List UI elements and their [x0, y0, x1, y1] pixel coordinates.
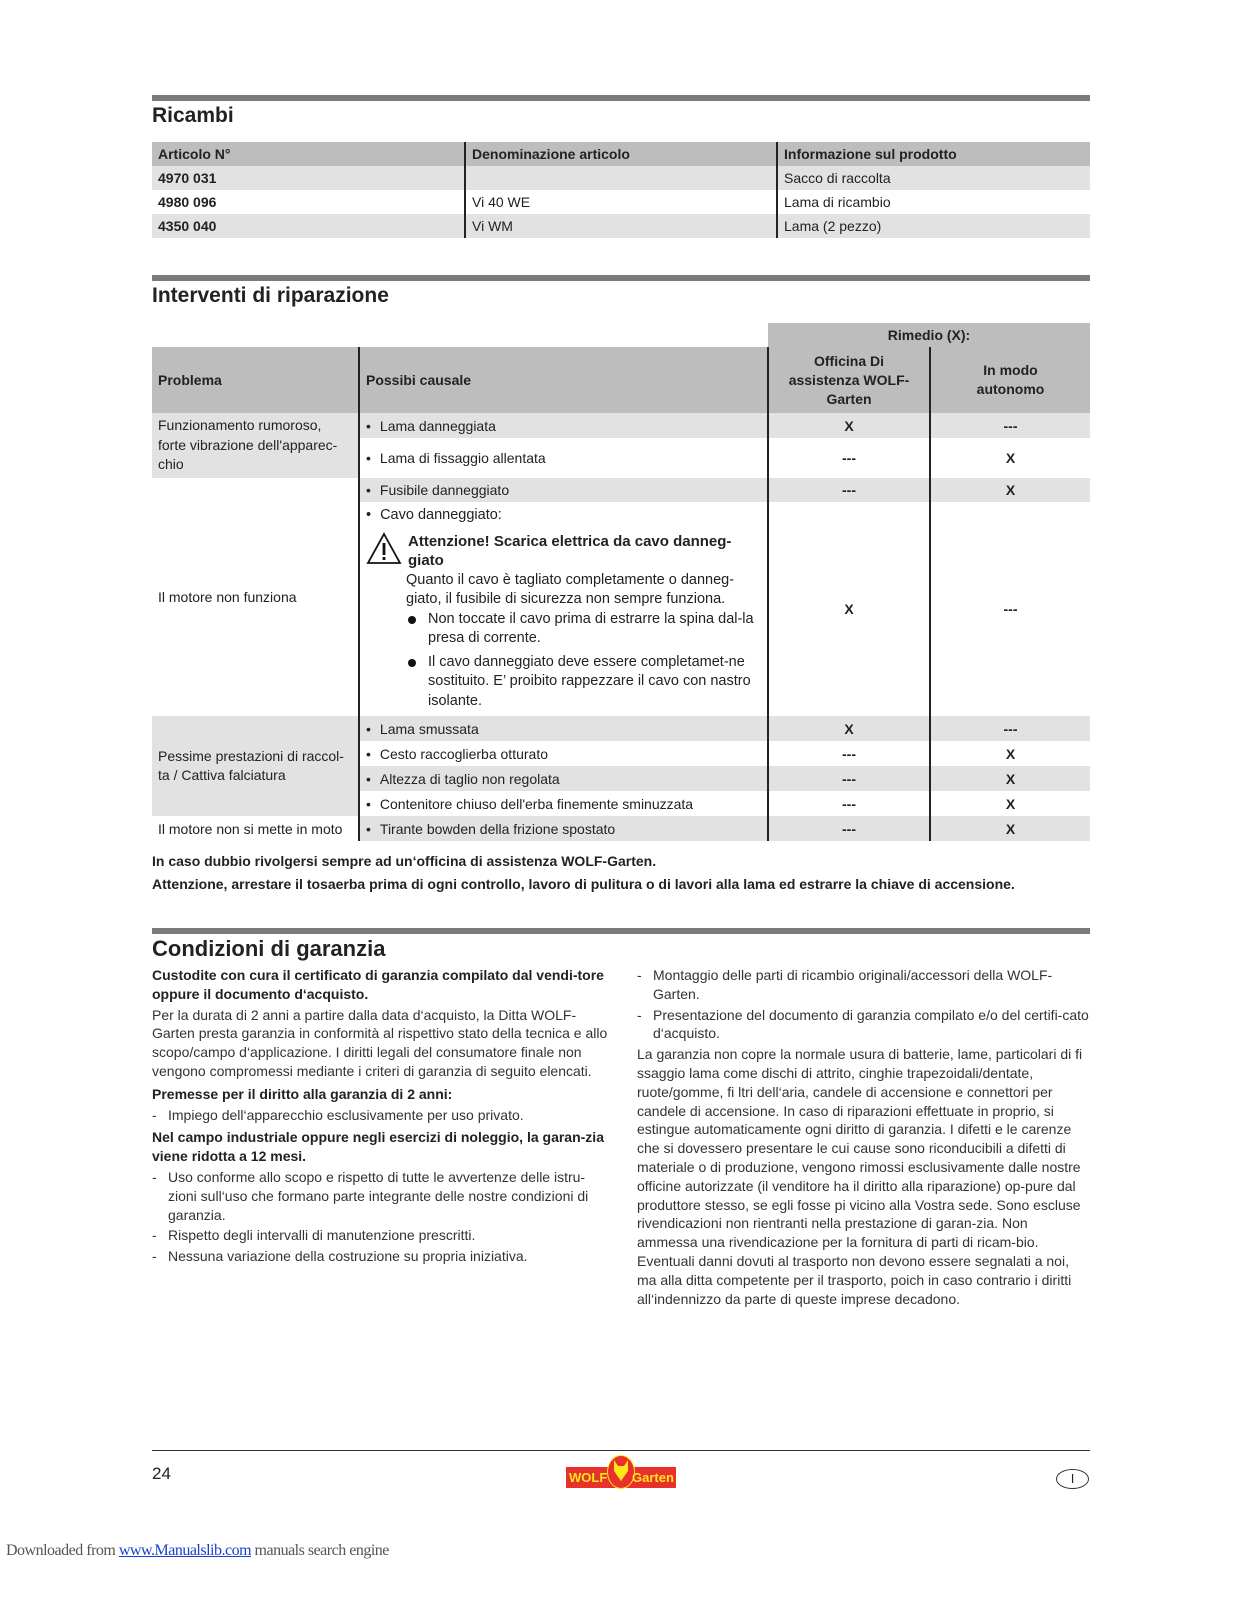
warning-point: Il cavo danneggiato deve essere completamet-ne sostituito. E’ proibito rappezzare il cavo con nastro isolante. [406, 653, 761, 712]
cause-cell: • Contenitore chiuso dell'erba finemente sminuzzata [359, 791, 768, 816]
header-autonomo: In modo autonomo [930, 347, 1090, 413]
note: In caso dubbio rivolgersi sempre ad un‘officina di assistenza WOLF-Garten. [152, 853, 657, 869]
manualslib-link[interactable]: www.Manualslib.com [118, 1542, 252, 1559]
product-info: Lama di ricambio [777, 190, 1090, 214]
autonomo-cell: --- [930, 716, 1090, 741]
article-name: Vi 40 WE [465, 190, 777, 214]
cause-cell: • Lama di fissaggio allentata [359, 438, 768, 478]
cause-cell-cable [359, 502, 768, 716]
list-item: - Nessuna variazione della costruzione su propria iniziativa. [152, 1247, 608, 1266]
download-suffix: manuals search engine [251, 1542, 389, 1559]
officina-cell: --- [768, 766, 930, 791]
rimedio-header: Rimedio (X): [768, 323, 1090, 347]
garanzia-title: Condizioni di garanzia [152, 936, 386, 961]
page-number: 24 [152, 1464, 171, 1483]
table-row [152, 716, 1090, 741]
problem-cell: Il motore non si mette in moto [158, 820, 343, 837]
premesse-heading: Premesse per il diritto alla garanzia di 2 anni: [152, 1085, 453, 1102]
article-number: 4970 031 [152, 166, 465, 190]
autonomo-cell: X [930, 478, 1090, 502]
table-row [152, 214, 1090, 238]
warning-point: Non toccate il cavo prima di estrarre la spina dal-la presa di corrente. [406, 610, 761, 649]
warning-text: Quanto il cavo è tagliato completamente o danneg-giato, il fusibile di sicurezza non sempre funziona. [406, 571, 735, 607]
warning-triangle-icon [366, 532, 402, 566]
officina-cell: X [768, 413, 930, 438]
table-row [152, 478, 1090, 502]
logo-garten: Garten [632, 1470, 674, 1485]
section-rule [152, 275, 1090, 281]
industrial-note: Nel campo industriale oppure negli esercizi di noleggio, la garan-zia viene ridotta a 12 mesi. [152, 1129, 604, 1165]
cause-cell: • Lama danneggiata [359, 413, 768, 438]
header-officina: Officina Di assistenza WOLF-Garten [768, 347, 930, 413]
autonomo-cell: X [930, 741, 1090, 766]
garanzia-right-column [637, 966, 1092, 1310]
section-rule [152, 928, 1090, 934]
table-header-row [152, 142, 1090, 166]
cause-cell: • Altezza di taglio non regolata [359, 766, 768, 791]
parts-table [152, 142, 1090, 238]
footer-rule [152, 1450, 1090, 1451]
officina-cell: --- [768, 741, 930, 766]
warning-block [366, 532, 761, 571]
section-rule [152, 95, 1090, 101]
table-row [152, 816, 1090, 841]
autonomo-cell: X [930, 791, 1090, 816]
officina-cell: --- [768, 816, 930, 841]
officina-cell: --- [768, 791, 930, 816]
header-cell: Denominazione articolo [465, 142, 777, 166]
download-prefix: Downloaded from [6, 1542, 119, 1559]
officina-cell: --- [768, 438, 930, 478]
download-banner [6, 1542, 389, 1560]
officina-cell: --- [768, 478, 930, 502]
product-info: Sacco di raccolta [777, 166, 1090, 190]
logo-wolf: WOLF [569, 1470, 608, 1485]
problem-cell: Pessime prestazioni di raccol-ta / Cattiva falciatura [152, 716, 359, 816]
intro-bold: Custodite con cura il certificato di garanzia compilato dal vendi-tore oppure il documento d‘acquisto. [152, 967, 604, 1002]
language-badge: I [1056, 1469, 1089, 1489]
autonomo-cell: --- [930, 413, 1090, 438]
list-item: - Montaggio delle parti di ricambio originali/accessori della WOLF-Garten. [637, 966, 1092, 1004]
list-item: - Rispetto degli intervalli di manutenzione prescritti. [152, 1226, 608, 1245]
cause-cell: • Fusibile danneggiato [359, 478, 768, 502]
problem-cell: Il motore non funziona [158, 589, 297, 605]
table-row [152, 190, 1090, 214]
autonomo-cell: X [930, 766, 1090, 791]
article-name [465, 166, 777, 190]
autonomo-cell: X [930, 816, 1090, 841]
product-info: Lama (2 pezzo) [777, 214, 1090, 238]
repair-notes [152, 850, 1015, 896]
wolf-garten-logo [566, 1455, 676, 1489]
note: Attenzione, arrestare il tosaerba prima di ogni controllo, lavoro di pulitura o di lavori alla lama ed estrarre la chiave di accensione. [152, 876, 1015, 892]
cause-cell: • Tirante bowden della frizione spostato [359, 816, 768, 841]
autonomo-cell: --- [930, 502, 1090, 716]
intro-text: Per la durata di 2 anni a partire dalla data d‘acquisto, la Ditta WOLF-Garten presta garanzia in conformità al rispettivo stato della tecnica e allo scopo/campo d‘applicazione. I diritti legali del consumatore finale non vengono compromessi mediante i criteri di garanzia di seguito elencati. [152, 1006, 608, 1079]
list-item: - Presentazione del documento di garanzia compilato e/o del certifi-cato d‘acquisto. [637, 1006, 1092, 1044]
article-number: 4980 096 [158, 194, 217, 210]
cause-text: • Cavo danneggiato: [366, 506, 761, 526]
header-cell: Articolo N° [152, 142, 465, 166]
ricambi-title: Ricambi [152, 104, 234, 127]
repair-table [152, 323, 1090, 841]
article-number: 4350 040 [152, 214, 465, 238]
officina-cell: X [768, 502, 930, 716]
autonomo-cell: X [930, 438, 1090, 478]
garanzia-left-column [152, 966, 608, 1268]
article-name: Vi WM [465, 214, 777, 238]
header-cell: Informazione sul prodotto [777, 142, 1090, 166]
header-cause: Possibi causale [359, 347, 768, 413]
header-problema: Problema [158, 372, 222, 388]
list-item: - Uso conforme allo scopo e rispetto di tutte le avvertenze delle istru-zioni sull‘uso che formano parte integrante delle nostre condizioni di garanzia. [152, 1168, 608, 1224]
garanzia-text: La garanzia non copre la normale usura di batterie, lame, particolari di fi ssaggio lama come dischi di attrito, cinghie trapezoidali/dentate, ruote/gomme, fi ltri dell‘aria, candele di accensione e connettori per candele di accensione. In caso di riparazioni effettuate in proprio, si estingue automaticamente ogni diritto di garanzia. I difetti e le carenze che si dovessero presentare le cui cause sono riconducibili a difetti di materiale o di produzione, vengono rimossi esclusivamente dalle nostre officine autorizzate (il venditore ha il diritto alla riparazione) op-pure dal produttore stesso, se egli fosse pi vicino alla Vostra sede. Sono escluse rivendicazioni non rientranti nella prestazione di garan-zia. Non ammessa una rivendicazione per la fornitura di parti di ricam-bio. Eventuali danni dovuti al trasporto non devono essere segnalati a noi, ma alla ditta competente per il trasporto, poich in caso contrario i diritti all‘indennizzo da parte di queste imprese decadono. [637, 1046, 1083, 1307]
table-row [152, 166, 1090, 190]
cause-cell: • Lama smussata [359, 716, 768, 741]
warning-title: Attenzione! Scarica elettrica da cavo danneg-giato [408, 532, 732, 569]
cause-cell: • Cesto raccoglierba otturato [359, 741, 768, 766]
repair-title: Interventi di riparazione [152, 284, 389, 307]
table-row [152, 413, 1090, 438]
problem-cell: Funzionamento rumoroso, forte vibrazione dell'apparec-chio [152, 413, 359, 478]
list-item: - Impiego dell‘apparecchio esclusivamente per uso privato. [152, 1106, 608, 1125]
wolf-head-icon [612, 1459, 630, 1483]
officina-cell: X [768, 716, 930, 741]
